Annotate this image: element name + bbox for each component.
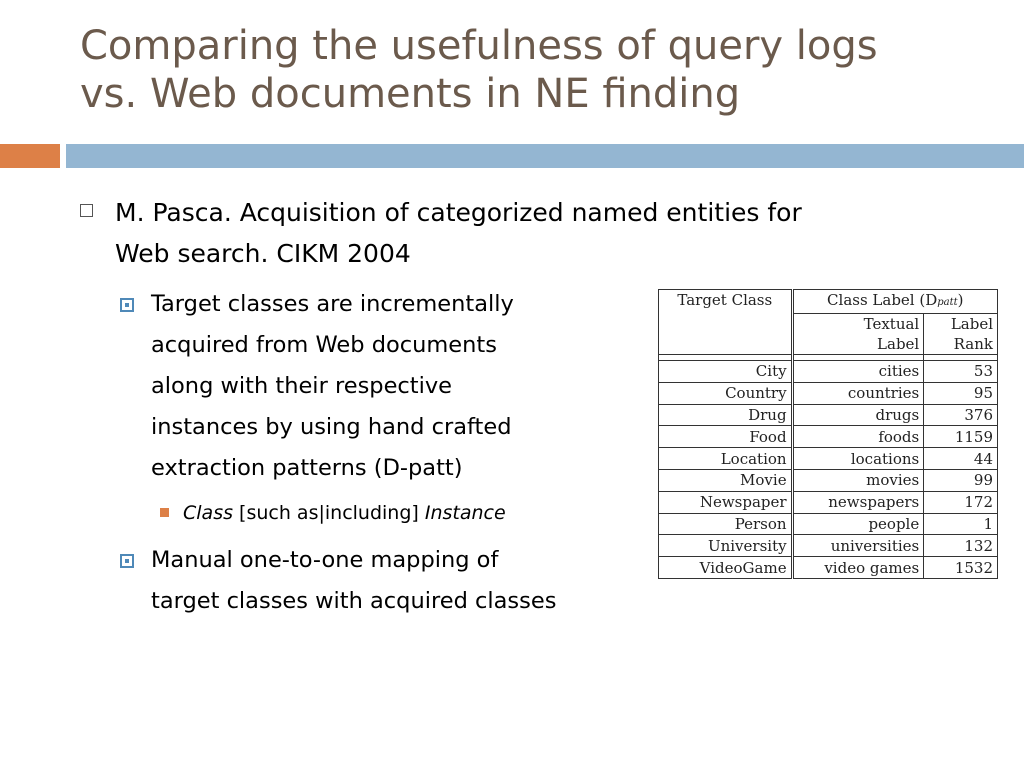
- hollow-square-bullet-icon: [80, 204, 93, 217]
- table-row: Location locations 44: [659, 448, 998, 470]
- pattern-middle: [such as|including]: [239, 502, 419, 524]
- mapping-text: [151, 540, 651, 622]
- boxed-square-bullet-icon: [120, 298, 134, 312]
- text-line: Target classes are incrementally: [151, 291, 514, 317]
- table-row: Newspaper newspapers 172: [659, 491, 998, 513]
- slide-title: [80, 22, 1000, 118]
- filled-square-bullet-icon: [160, 508, 169, 517]
- pattern-text: [183, 498, 506, 528]
- target-classes-text: [151, 284, 651, 489]
- boxed-square-bullet-icon: [120, 554, 134, 568]
- text-line: acquired from Web documents: [151, 332, 497, 358]
- table-row: Person people 1: [659, 513, 998, 535]
- text-line: target classes with acquired classes: [151, 588, 557, 614]
- text-line: along with their respective: [151, 373, 453, 399]
- citation-line-2: Web search. CIKM 2004: [115, 239, 411, 268]
- header-label-rank: Label Rank: [924, 314, 998, 355]
- accent-bar-blue: [66, 144, 1024, 168]
- citation-text: [115, 192, 955, 274]
- header-textual-label: Textual Label: [792, 314, 924, 355]
- table-row: Drug drugs 376: [659, 404, 998, 426]
- title-line-1: Comparing the usefulness of query logs: [80, 23, 878, 69]
- pattern-instance-word: Instance: [424, 502, 506, 524]
- table-row: VideoGame video games 1532: [659, 557, 998, 579]
- text-line: instances by using hand crafted: [151, 414, 512, 440]
- table-row: University universities 132: [659, 535, 998, 557]
- header-class-label: Class Label (Dpatt): [792, 290, 997, 314]
- accent-bar-orange: [0, 144, 60, 168]
- class-label-table: [658, 289, 998, 579]
- citation-line-1: M. Pasca. Acquisition of categorized named entities for: [115, 198, 802, 227]
- table-row: City cities 53: [659, 361, 998, 383]
- header-target-class: Target Class: [659, 290, 793, 355]
- table-row: Food foods 1159: [659, 426, 998, 448]
- text-line: Manual one-to-one mapping of: [151, 547, 499, 573]
- pattern-class-word: Class: [183, 502, 233, 524]
- title-line-2: vs. Web documents in NE finding: [80, 71, 741, 117]
- text-line: extraction patterns (D-patt): [151, 455, 463, 481]
- table-row: Country countries 95: [659, 382, 998, 404]
- table-row: Movie movies 99: [659, 469, 998, 491]
